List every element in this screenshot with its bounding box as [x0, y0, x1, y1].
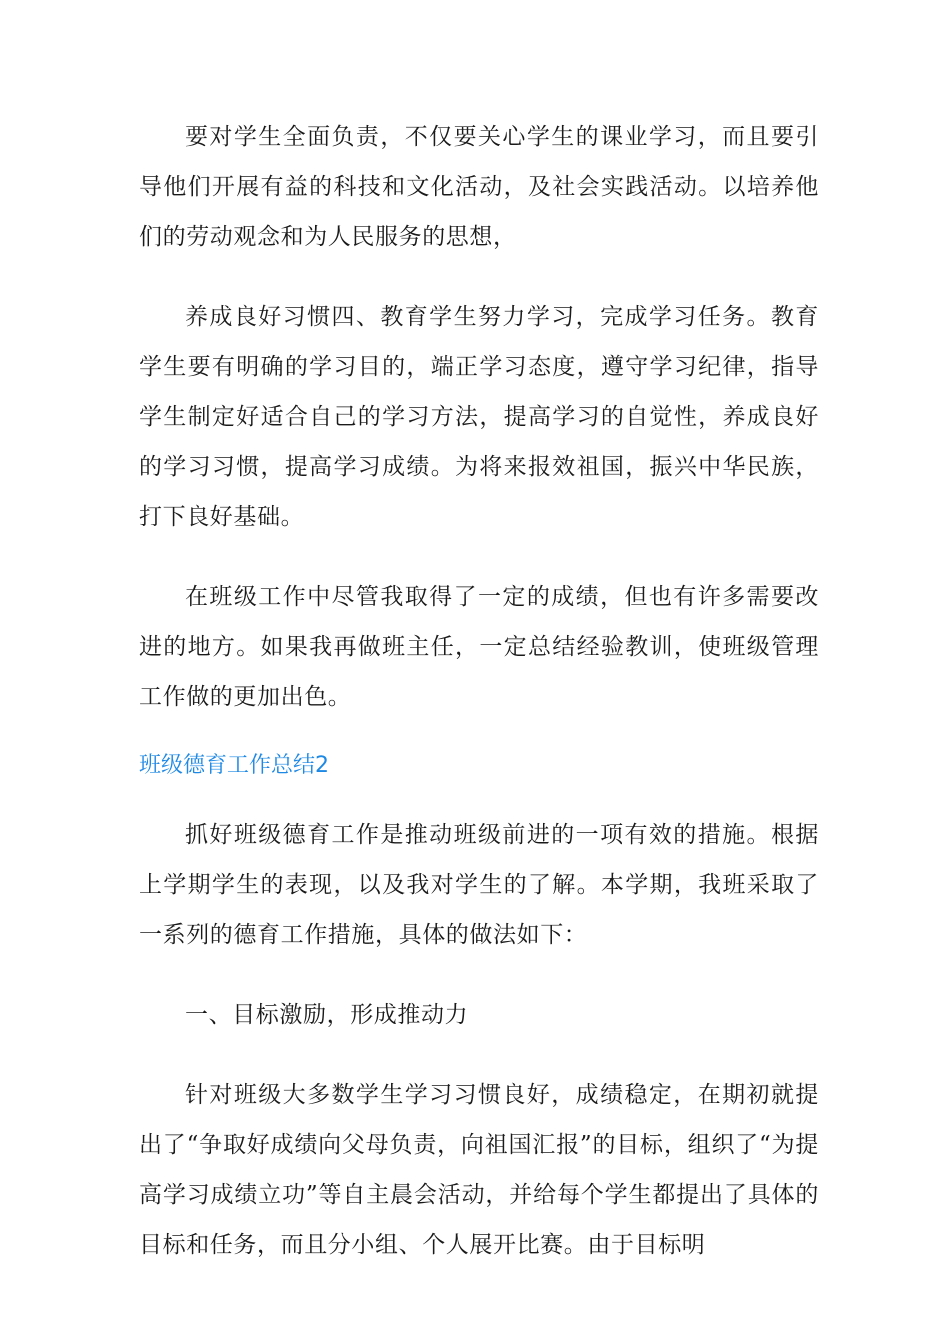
paragraph-improvement: 在班级工作中尽管我取得了一定的成绩，但也有许多需要改进的地方。如果我再做班主任，一定总结经验教训，使班级管理工作做的更加出色。	[139, 584, 819, 710]
paragraph-responsibility: 要对学生全面负责，不仅要关心学生的课业学习，而且要引导他们开展有益的科技和文化活动，及社会实践活动。以培养他们的劳动观念和为人民服务的思想，	[139, 124, 819, 250]
paragraph-spacer	[139, 722, 819, 744]
paragraph-spacer	[139, 262, 819, 292]
paragraph-goal-details: 针对班级大多数学生学习习惯良好，成绩稳定，在期初就提出了“争取好成绩向父母负责，向祖国汇报”的目标，组织了“为提高学习成绩立功”等自主晨会活动，并给每个学生都提出了具体的目标和任务，而且分小组、个人展开比赛。由于目标明	[139, 1082, 819, 1258]
paragraph-spacer	[139, 542, 819, 572]
paragraph-spacer	[139, 1040, 819, 1070]
document-body	[139, 112, 819, 1270]
section-heading: 班级德育工作总结2	[139, 753, 329, 778]
paragraph-spacer	[139, 788, 819, 810]
subheading-goal-motivation: 一、目标激励，形成推动力	[185, 1002, 469, 1028]
paragraph-intro: 抓好班级德育工作是推动班级前进的一项有效的措施。根据上学期学生的表现，以及我对学生的了解。本学期，我班采取了一系列的德育工作措施，具体的做法如下：	[139, 822, 819, 948]
paragraph-study-habits: 养成良好习惯四、教育学生努力学习，完成学习任务。教育学生要有明确的学习目的，端正学习态度，遵守学习纪律，指导学生制定好适合自己的学习方法，提高学习的自觉性，养成良好的学习习惯，提高学习成绩。为将来报效祖国，振兴中华民族，打下良好基础。	[139, 304, 819, 530]
paragraph-spacer	[139, 960, 819, 990]
